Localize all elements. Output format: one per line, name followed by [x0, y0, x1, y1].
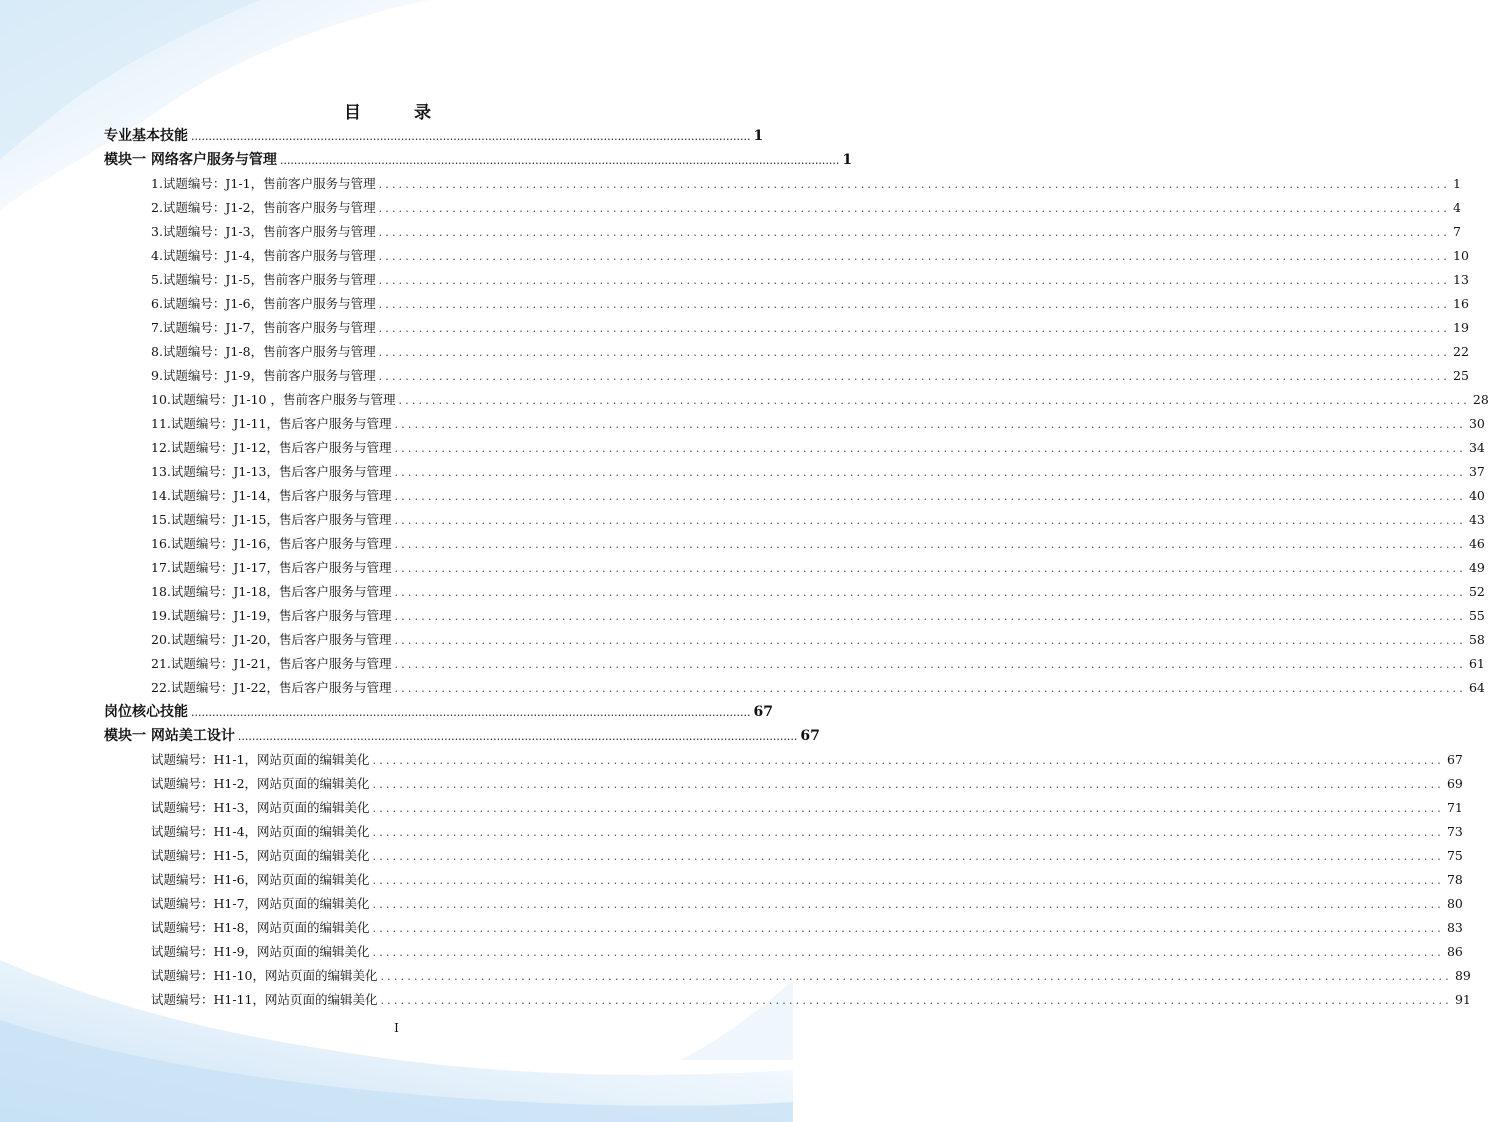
toc-dot-leader: ................................................................................................................................................................	[372, 802, 1444, 815]
toc-item-entry[interactable]	[0, 244, 1469, 268]
toc-entry-label: 试题编号：H1-9，网站页面的编辑美化	[151, 944, 370, 959]
toc-item-entry[interactable]	[0, 484, 1485, 508]
toc-entry-page-number: 61	[1468, 656, 1485, 671]
toc-item-entry[interactable]	[0, 676, 1485, 700]
toc-entry-label: 11.试题编号：J1-11，售后客户服务与管理	[151, 416, 392, 431]
toc-entry-label: 15.试题编号：J1-15，售后客户服务与管理	[151, 512, 392, 527]
toc-dot-leader: ................................................................................................................................................................	[394, 610, 1466, 623]
toc-entry-page-number: 86	[1446, 944, 1463, 959]
toc-entry-page-number: 58	[1468, 632, 1485, 647]
toc-item-entry[interactable]	[0, 748, 1463, 772]
toc-entry-label: 试题编号：H1-10，网站页面的编辑美化	[151, 968, 378, 983]
toc-entry-page-number: 64	[1468, 680, 1485, 695]
toc-entry-page-number: 46	[1468, 536, 1485, 551]
toc-dot-leader: ................................................................................................................................................................	[394, 538, 1466, 551]
toc-section-entry[interactable]	[0, 700, 793, 724]
toc-entry-label: 20.试题编号：J1-20，售后客户服务与管理	[151, 632, 392, 647]
toc-entry-page-number: 7	[1453, 224, 1461, 239]
toc-entry-label: 19.试题编号：J1-19，售后客户服务与管理	[151, 608, 392, 623]
toc-entry-page-number: 10	[1453, 248, 1469, 263]
toc-dot-leader: ................................................................................................................................................................	[372, 874, 1444, 887]
toc-item-entry[interactable]	[0, 844, 1463, 868]
toc-entry-page-number: 69	[1446, 776, 1463, 791]
toc-entry-page-number: 19	[1453, 320, 1469, 335]
toc-entry-page-number: 80	[1446, 896, 1463, 911]
toc-item-entry[interactable]	[0, 172, 1461, 196]
toc-item-entry[interactable]	[0, 796, 1463, 820]
toc-dot-leader: ................................................................................................................................................................	[372, 778, 1444, 791]
toc-entry-label: 6.试题编号：J1-6，售前客户服务与管理	[151, 296, 376, 311]
toc-entry-label: 22.试题编号：J1-22，售后客户服务与管理	[151, 680, 392, 695]
toc-entry-label: 4.试题编号：J1-4，售前客户服务与管理	[151, 248, 376, 263]
toc-dot-leader: ................................................................................................................................................................	[394, 682, 1466, 695]
toc-entry-label: 16.试题编号：J1-16，售后客户服务与管理	[151, 536, 392, 551]
toc-entry-page-number: 16	[1453, 296, 1469, 311]
toc-title: 目 录	[344, 103, 449, 123]
toc-entry-label: 3.试题编号：J1-3，售前客户服务与管理	[151, 224, 376, 239]
toc-dot-leader: ................................................................................................................................................................	[378, 226, 1451, 239]
toc-entry-label: 10.试题编号：J1-10 ，售前客户服务与管理	[151, 392, 396, 407]
toc-dot-leader: ................................................................................................................................................................	[372, 850, 1444, 863]
toc-item-entry[interactable]	[0, 652, 1485, 676]
toc-item-entry[interactable]	[0, 196, 1461, 220]
toc-entry-label: 试题编号：H1-4，网站页面的编辑美化	[151, 824, 370, 839]
toc-section-entry[interactable]	[0, 724, 820, 748]
toc-dot-leader: ................................................................................................................................................................	[378, 274, 1451, 287]
toc-item-entry[interactable]	[0, 388, 1489, 412]
toc-entry-page-number: 43	[1468, 512, 1485, 527]
toc-entry-page-number: 67	[753, 704, 773, 720]
toc-item-entry[interactable]	[0, 556, 1485, 580]
toc-dot-leader: ................................................................................................................................................................	[380, 970, 1452, 983]
toc-entry-page-number: 4	[1453, 200, 1461, 215]
toc-entry-label: 岗位核心技能	[104, 704, 188, 720]
toc-entry-label: 试题编号：H1-6，网站页面的编辑美化	[151, 872, 370, 887]
toc-dot-leader: ................................................................................................................................................................	[237, 730, 798, 743]
toc-item-entry[interactable]	[0, 508, 1485, 532]
toc-entry-page-number: 37	[1468, 464, 1485, 479]
toc-dot-leader: ................................................................................................................................................................	[372, 946, 1444, 959]
toc-dot-leader: ................................................................................................................................................................	[372, 754, 1444, 767]
toc-entry-label: 2.试题编号：J1-2，售前客户服务与管理	[151, 200, 376, 215]
toc-entry-label: 试题编号：H1-1，网站页面的编辑美化	[151, 752, 370, 767]
toc-entry-label: 试题编号：H1-8，网站页面的编辑美化	[151, 920, 370, 935]
toc-item-entry[interactable]	[0, 412, 1485, 436]
toc-entry-page-number: 25	[1453, 368, 1469, 383]
toc-dot-leader: ................................................................................................................................................................	[378, 250, 1451, 263]
toc-entry-page-number: 91	[1454, 992, 1471, 1007]
toc-dot-leader: ................................................................................................................................................................	[394, 466, 1466, 479]
toc-item-entry[interactable]	[0, 772, 1463, 796]
toc-item-entry[interactable]	[0, 940, 1463, 964]
toc-item-entry[interactable]	[0, 340, 1469, 364]
toc-item-entry[interactable]	[0, 820, 1463, 844]
toc-entry-page-number: 1	[753, 128, 764, 144]
toc-entry-page-number: 73	[1446, 824, 1463, 839]
toc-entry-page-number: 30	[1468, 416, 1485, 431]
toc-entry-label: 14.试题编号：J1-14，售后客户服务与管理	[151, 488, 392, 503]
toc-entry-label: 21.试题编号：J1-21，售后客户服务与管理	[151, 656, 392, 671]
toc-dot-leader: ................................................................................................................................................................	[378, 346, 1451, 359]
toc-dot-leader: ................................................................................................................................................................	[380, 994, 1452, 1007]
toc-entry-page-number: 49	[1468, 560, 1485, 575]
toc-dot-leader: ................................................................................................................................................................	[372, 898, 1444, 911]
toc-entry-label: 17.试题编号：J1-17，售后客户服务与管理	[151, 560, 392, 575]
toc-entry-page-number: 40	[1468, 488, 1485, 503]
toc-section-entry[interactable]	[0, 124, 793, 148]
toc-entry-label: 试题编号：H1-5，网站页面的编辑美化	[151, 848, 370, 863]
toc-entry-label: 试题编号：H1-3，网站页面的编辑美化	[151, 800, 370, 815]
toc-dot-leader: ................................................................................................................................................................	[378, 298, 1451, 311]
toc-entry-label: 18.试题编号：J1-18，售后客户服务与管理	[151, 584, 392, 599]
toc-item-entry[interactable]	[0, 580, 1485, 604]
toc-entry-label: 试题编号：H1-2，网站页面的编辑美化	[151, 776, 370, 791]
toc-dot-leader: ................................................................................................................................................................	[398, 394, 1470, 407]
toc-item-entry[interactable]	[0, 988, 1471, 1012]
toc-dot-leader: ................................................................................................................................................................	[394, 634, 1466, 647]
toc-item-entry[interactable]	[0, 436, 1485, 460]
toc-entry-label: 9.试题编号：J1-9，售前客户服务与管理	[151, 368, 376, 383]
toc-dot-leader: ................................................................................................................................................................	[394, 514, 1466, 527]
toc-entry-page-number: 83	[1446, 920, 1463, 935]
toc-dot-leader: ................................................................................................................................................................	[378, 178, 1451, 191]
toc-entry-label: 试题编号：H1-11，网站页面的编辑美化	[151, 992, 378, 1007]
toc-item-entry[interactable]	[0, 220, 1461, 244]
toc-entry-page-number: 71	[1446, 800, 1463, 815]
toc-entry-page-number: 34	[1468, 440, 1485, 455]
toc-item-entry[interactable]	[0, 868, 1463, 892]
toc-entry-label: 8.试题编号：J1-8，售前客户服务与管理	[151, 344, 376, 359]
toc-entry-page-number: 78	[1446, 872, 1463, 887]
toc-item-entry[interactable]	[0, 460, 1485, 484]
toc-entry-page-number: 22	[1453, 344, 1469, 359]
toc-item-entry[interactable]	[0, 532, 1485, 556]
toc-item-entry[interactable]	[0, 604, 1485, 628]
toc-entry-page-number: 28	[1472, 392, 1489, 407]
toc-entry-page-number: 55	[1468, 608, 1485, 623]
toc-item-entry[interactable]	[0, 964, 1471, 988]
toc-dot-leader: ................................................................................................................................................................	[394, 658, 1466, 671]
toc-item-entry[interactable]	[0, 916, 1463, 940]
toc-item-entry[interactable]	[0, 628, 1485, 652]
toc-entry-label: 13.试题编号：J1-13，售后客户服务与管理	[151, 464, 392, 479]
toc-dot-leader: ................................................................................................................................................................	[372, 922, 1444, 935]
toc-section-entry[interactable]	[0, 148, 853, 172]
toc-entry-page-number: 67	[800, 728, 820, 744]
toc-dot-leader: ................................................................................................................................................................	[191, 706, 751, 719]
toc-entry-page-number: 75	[1446, 848, 1463, 863]
toc-item-entry[interactable]	[0, 364, 1469, 388]
toc-dot-leader: ................................................................................................................................................................	[191, 130, 751, 143]
toc-entry-label: 模块一 网站美工设计	[104, 728, 235, 744]
toc-entry-page-number: 89	[1454, 968, 1471, 983]
toc-dot-leader: ................................................................................................................................................................	[378, 322, 1451, 335]
toc-dot-leader: ................................................................................................................................................................	[378, 370, 1451, 383]
toc-item-entry[interactable]	[0, 892, 1463, 916]
toc-item-entry[interactable]	[0, 316, 1469, 340]
toc-entry-page-number: 1	[842, 152, 853, 168]
toc-dot-leader: ................................................................................................................................................................	[378, 202, 1451, 215]
toc-dot-leader: ................................................................................................................................................................	[394, 442, 1466, 455]
toc-entry-label: 试题编号：H1-7，网站页面的编辑美化	[151, 896, 370, 911]
toc-dot-leader: ................................................................................................................................................................	[394, 490, 1466, 503]
toc-entry-page-number: 67	[1446, 752, 1463, 767]
toc-entry-label: 模块一 网络客户服务与管理	[104, 152, 277, 168]
toc-dot-leader: ................................................................................................................................................................	[372, 826, 1444, 839]
toc-entry-label: 12.试题编号：J1-12，售后客户服务与管理	[151, 440, 392, 455]
toc-dot-leader: ................................................................................................................................................................	[394, 418, 1466, 431]
toc-item-entry[interactable]	[0, 292, 1469, 316]
toc-entry-label: 专业基本技能	[104, 128, 188, 144]
toc-item-entry[interactable]	[0, 268, 1469, 292]
page-number-footer: I	[394, 1021, 399, 1035]
toc-entry-label: 7.试题编号：J1-7，售前客户服务与管理	[151, 320, 376, 335]
table-of-contents	[0, 124, 1489, 1012]
toc-dot-leader: ................................................................................................................................................................	[394, 562, 1466, 575]
toc-dot-leader: ................................................................................................................................................................	[279, 154, 840, 167]
toc-entry-label: 1.试题编号：J1-1，售前客户服务与管理	[151, 176, 376, 191]
toc-dot-leader: ................................................................................................................................................................	[394, 586, 1466, 599]
toc-entry-label: 5.试题编号：J1-5，售前客户服务与管理	[151, 272, 376, 287]
toc-entry-page-number: 13	[1453, 272, 1469, 287]
toc-entry-page-number: 1	[1453, 176, 1461, 191]
toc-entry-page-number: 52	[1468, 584, 1485, 599]
